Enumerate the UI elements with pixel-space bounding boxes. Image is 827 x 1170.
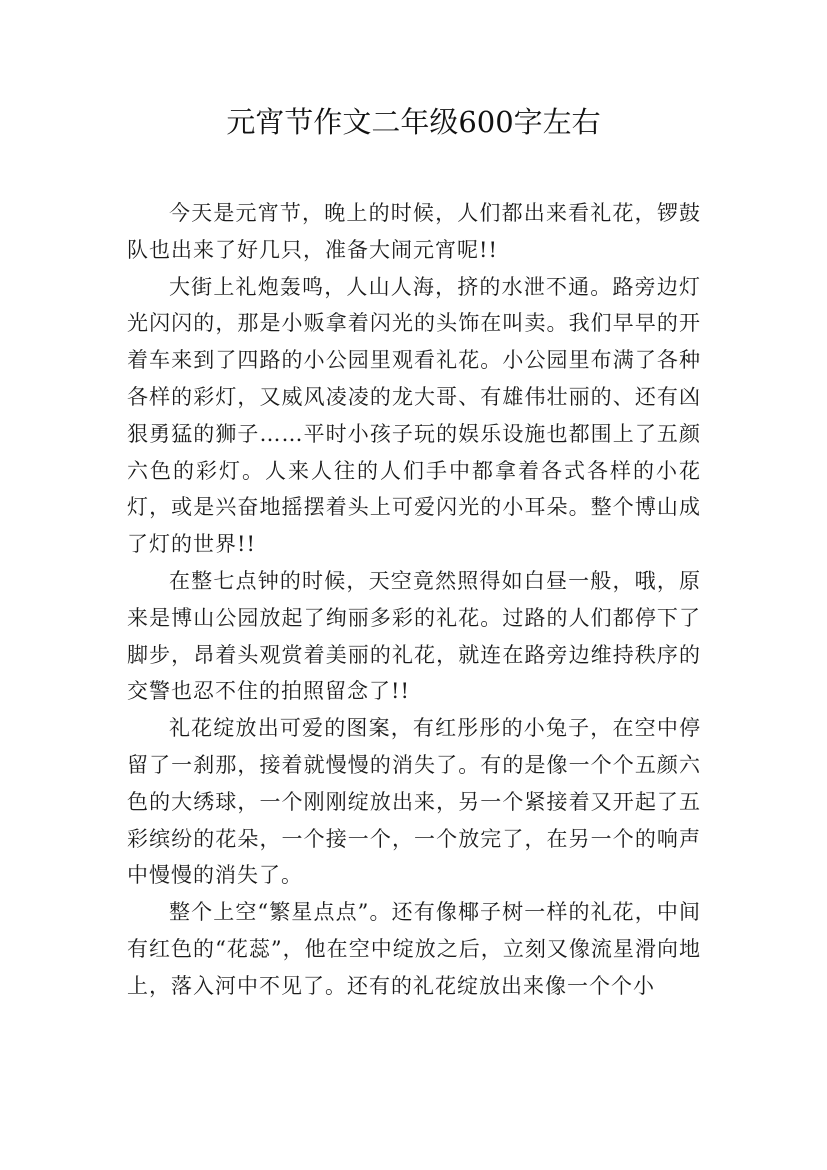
paragraph-3: 在整七点钟的时候，天空竟然照得如白昼一般，哦，原来是博山公园放起了绚丽多彩的礼花。过路的人们都停下了脚步，昂着头观赏着美丽的礼花，就连在路旁边维持秩序的交警也忍不住的拍照留念了!!: [127, 568, 701, 704]
document-body: [127, 195, 701, 1005]
paragraph-4: 礼花绽放出可爱的图案，有红彤彤的小兔子，在空中停留了一刹那，接着就慢慢的消失了。有的是像一个个五颜六色的大绣球，一个刚刚绽放出来，另一个紧接着又开起了五彩缤纷的花朵，一个接一个，一个放完了，在另一个的响声中慢慢的消失了。: [127, 716, 701, 888]
document-title: 元宵节作文二年级600字左右: [226, 105, 601, 139]
paragraph-5: 整个上空“繁星点点”。还有像椰子树一样的礼花，中间有红色的“花蕊”，他在空中绽放之后，立刻又像流星滑向地上，落入河中不见了。还有的礼花绽放出来像一个个小: [127, 900, 701, 998]
paragraph-2: 大街上礼炮轰鸣，人山人海，挤的水泄不通。路旁边灯光闪闪的，那是小贩拿着闪光的头饰在叫卖。我们早早的开着车来到了四路的小公园里观看礼花。小公园里布满了各种各样的彩灯，又威风凌凌的龙大哥、有雄伟壮丽的、还有凶狠勇猛的狮子……平时小孩子玩的娱乐设施也都围上了五颜六色的彩灯。人来人往的人们手中都拿着各式各样的小花灯，或是兴奋地摇摆着头上可爱闪光的小耳朵。整个博山成了灯的世界!!: [127, 274, 701, 557]
paragraph-1: 今天是元宵节，晚上的时候，人们都出来看礼花，锣鼓队也出来了好几只，准备大闹元宵呢!!: [127, 201, 701, 262]
